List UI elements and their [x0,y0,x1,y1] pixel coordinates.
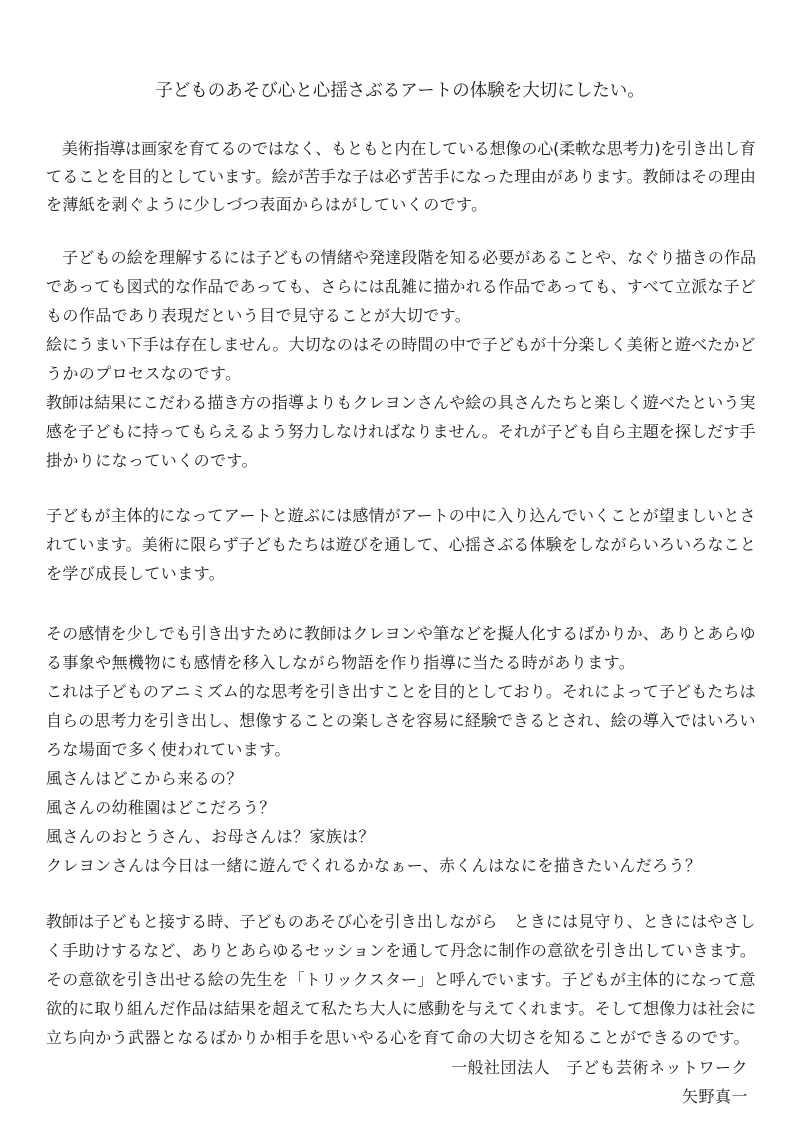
paragraph-3-line-3: を学び成長しています。 [46,564,226,583]
paragraph-1-line-1: 美術指導は画家を育てるのではなく、もともと内在している想像の心(柔軟な思考力)を引き出し育 [46,139,756,158]
paragraph-5-line-5: 立ち向かう武器となるばかりか相手を思いやる心を育て命の大切さを知ることができるのです。 [46,1028,750,1047]
paragraph-4-line-7: 風さんの幼稚園はどこだろう？ [46,798,276,817]
paragraph-2-line-5: うかのプロセスなのです。 [46,364,242,383]
signature-organization: 一般社団法人 子ども芸術ネットワーク [450,1058,748,1077]
paragraph-4-line-9: クレヨンさんは今日は一緒に遊んでくれるかなぁー、赤くんはなにを描きたいんだろう？ [46,856,702,875]
paragraph-4-line-2: る事象や無機物にも感情を移入しながら物語を作り指導に当たる時があります。 [46,653,636,672]
paragraph-4-line-8: 風さんのおとうさん、お母さんは？家族は？ [46,827,375,846]
paragraph-2-line-4: 絵にうまい下手は存在しません。大切なのはその時間の中で子どもが十分楽しく美術と遊べたかど [46,335,756,354]
signature-author: 矢野真一 [681,1087,748,1106]
paragraph-2-line-8: 掛かりになっていくのです。 [46,451,258,470]
paragraph-5-line-3: その意欲を引き出せる絵の先生を「トリックスター」と呼んでいます。子どもが主体的になって意 [46,970,756,989]
paragraph-2-line-7: 感を子どもに持ってもらえるよう努力しなければなりません。それが子ども自ら主題を探しだす手 [46,422,756,441]
paragraph-4-line-6: 風さんはどこから来るの？ [46,769,243,788]
paragraph-3-line-1: 子どもが主体的になってアートと遊ぶには感情がアートの中に入り込んでいくことが望ましいとさ [46,506,756,525]
paragraph-4-line-5: ろな場面で多く使われています。 [46,740,291,759]
paragraph-1-line-2: てることを目的としています。絵が苦手な子は必ず苦手になった理由があります。教師はその理由 [46,167,757,186]
paragraph-2-line-6: 教師は結果にこだわる描き方の指導よりもクレヨンさんや絵の具さんたちと楽しく遊べたという実 [46,393,756,412]
paragraph-2-line-2: であっても図式的な作品であっても、さらには乱雑に描かれる作品であっても、すべて立派な子ど [46,277,756,296]
paragraph-2-line-3: もの作品であり表現だという目で見守ることが大切です。 [46,306,472,325]
paragraph-1-line-3: を薄紙を剥ぐように少しづつ表面からはがしていくのです。 [46,195,488,214]
paragraph-5-line-4: 欲的に取り組んだ作品は結果を超えて私たち大人に感動を与えてくれます。そして想像力は社会に [46,999,757,1018]
paragraph-3-line-2: れています。美術に限らず子どもたちは遊びを通して、心揺さぶる体験をしながらいろいろなこと [46,535,757,554]
paragraph-5-line-1: 教師は子どもと接する時、子どものあそび心を引き出しながら ときには見守り、ときにはやさし [46,912,756,931]
page-title: 子どものあそび心と心揺さぶるアートの体験を大切にしたい。 [155,81,645,101]
paragraph-5-line-2: く手助けするなど、ありとあらゆるセッションを通して丹念に制作の意欲を引き出していきます。 [46,941,757,960]
paragraph-4-line-3: これは子どものアニミズム的な思考を引き出すことを目的としており。それによって子どもたちは [46,682,756,701]
paragraph-2-line-1: 子どもの絵を理解するには子どもの情緒や発達段階を知る必要があることや、なぐり描きの作品 [46,248,757,267]
paragraph-4-line-1: その感情を少しでも引き出すために教師はクレヨンや筆などを擬人化するばかりか、ありとあらゆ [46,624,756,643]
paragraph-4-line-4: 自らの思考力を引き出し、想像することの楽しさを容易に経験できるとされ、絵の導入ではいろい [46,711,756,730]
